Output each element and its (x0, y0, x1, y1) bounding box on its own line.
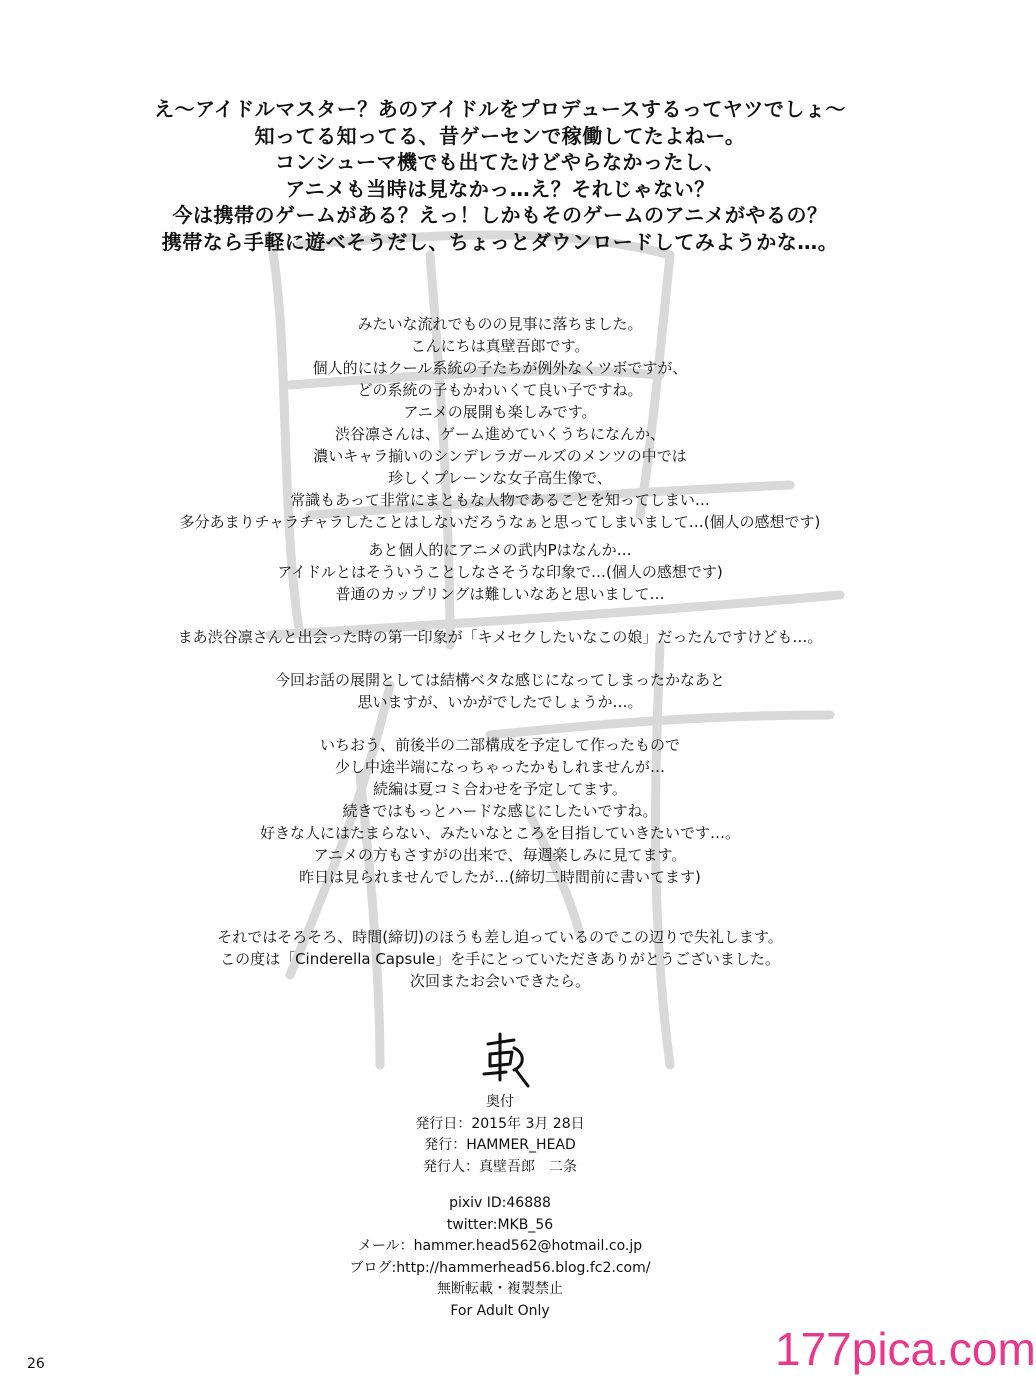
signature-mark (470, 1030, 540, 1090)
reproduction-notice: 無断転載・複製禁止 (437, 1281, 563, 1297)
intro-line: アニメも当時は見なかっ…え？それじゃない？ (285, 176, 715, 201)
body-line: あと個人的にアニメの武内Pはなんか… (368, 541, 632, 559)
colophon (0, 1092, 1000, 1322)
body-line: 渋谷凛さんは、ゲーム進めていくうちになんか、 (334, 425, 665, 443)
intro-section (0, 96, 1000, 255)
body-line: アイドルとはそういうことしなさそうな印象で…(個人の感想です) (277, 563, 723, 581)
body-line: アニメの展開も楽しみです。 (403, 403, 597, 421)
body-line: 次回またお会いできたら。 (409, 972, 590, 990)
page-number: 26 (27, 1356, 45, 1372)
author: 発行人：真壁吾郎 二条 (423, 1158, 577, 1175)
intro-line: 知ってる知ってる、昔ゲーセンで稼働してたよねー。 (254, 123, 746, 148)
publisher: 発行：HAMMER_HEAD (424, 1137, 576, 1153)
body-line: この度は「Cinderella Capsule」を手にとっていただきありがとうございました。 (220, 950, 780, 968)
intro-line: え～アイドルマスター？あのアイドルをプロデュースするってヤツでしょ～ (154, 97, 846, 121)
body-line: 少し中途半端になっちゃったかもしれませんが… (334, 758, 665, 776)
body-line: 普通のカップリングは難しいなあと思いまして… (335, 585, 665, 603)
body-line: どの系統の子もかわいくて良い子ですね。 (357, 381, 643, 399)
body-line: まあ渋谷凛さんと出会った時の第一印象が「キメセクしたいなこの娘」だったんですけども…。 (177, 628, 823, 646)
body-line: 多分あまりチャラチャラしたことはしないだろうなぁと思ってしまいまして…(個人の感想です) (179, 513, 821, 531)
intro-line: 携帯なら手軽に遊べそうだし、ちょっとダウンロードしてみようかな…。 (161, 229, 839, 254)
twitter-handle: twitter:MKB_56 (446, 1216, 554, 1233)
colophon-title: 奥付 (486, 1094, 514, 1110)
contact-email: メール：hammer.head562@hotmail.co.jp (357, 1238, 643, 1254)
body-line: 続編は夏コミ合わせを予定してます。 (373, 780, 627, 798)
body-line: 今回お話の展開としては結構ベタな感じになってしまったかなあと (274, 671, 725, 689)
body-line: 珍しくプレーンな女子高生像で、 (388, 469, 612, 487)
body-line: アニメの方もさすがの出来で、毎週楽しみに見てます。 (313, 846, 687, 864)
intro-line: コンシューマ機でも出てたけどやらなかったし、 (274, 150, 726, 174)
body-line: 昨日は見られませんでしたが…(締切二時間前に書いてます) (299, 868, 701, 886)
body-line: いちおう、前後半の二部構成を予定して作ったもので (319, 736, 680, 754)
afterword-body (0, 313, 1000, 992)
body-line: 濃いキャラ揃いのシンデレラガールズのメンツの中では (313, 447, 687, 465)
body-line: 好きな人にはたまらない、みたいなところを目指していきたいです…。 (259, 824, 740, 842)
body-line: 常識もあって非常にまともな人物であることを知ってしまい… (290, 491, 710, 509)
body-line: それではそろそろ、時間(締切)のほうも差し迫っているのでこの辺りで失礼します。 (217, 928, 783, 946)
body-line: みたいな流れでものの見事に落ちました。 (357, 315, 643, 333)
body-line: 続きではもっとハードな感じにしたいですね。 (342, 802, 658, 820)
blog-url: ブログ:http://hammerhead56.blog.fc2.com/ (349, 1259, 651, 1276)
intro-line: 今は携帯のゲームがある？えっ！しかもそのゲームのアニメがやるの？ (172, 203, 828, 227)
publication-date: 発行日：2015年 3月 28日 (415, 1115, 585, 1132)
body-line: こんにちは真壁吾郎です。 (410, 337, 590, 355)
site-watermark-logo: 177pica.com (775, 1323, 1036, 1375)
body-line: 個人的にはクール系統の子たちが例外なくツボですが、 (312, 359, 688, 377)
adult-rating: For Adult Only (450, 1302, 550, 1319)
pixiv-id: pixiv ID:46888 (449, 1195, 551, 1211)
body-line: 思いますが、いかがでしたでしょうか…。 (357, 693, 643, 711)
